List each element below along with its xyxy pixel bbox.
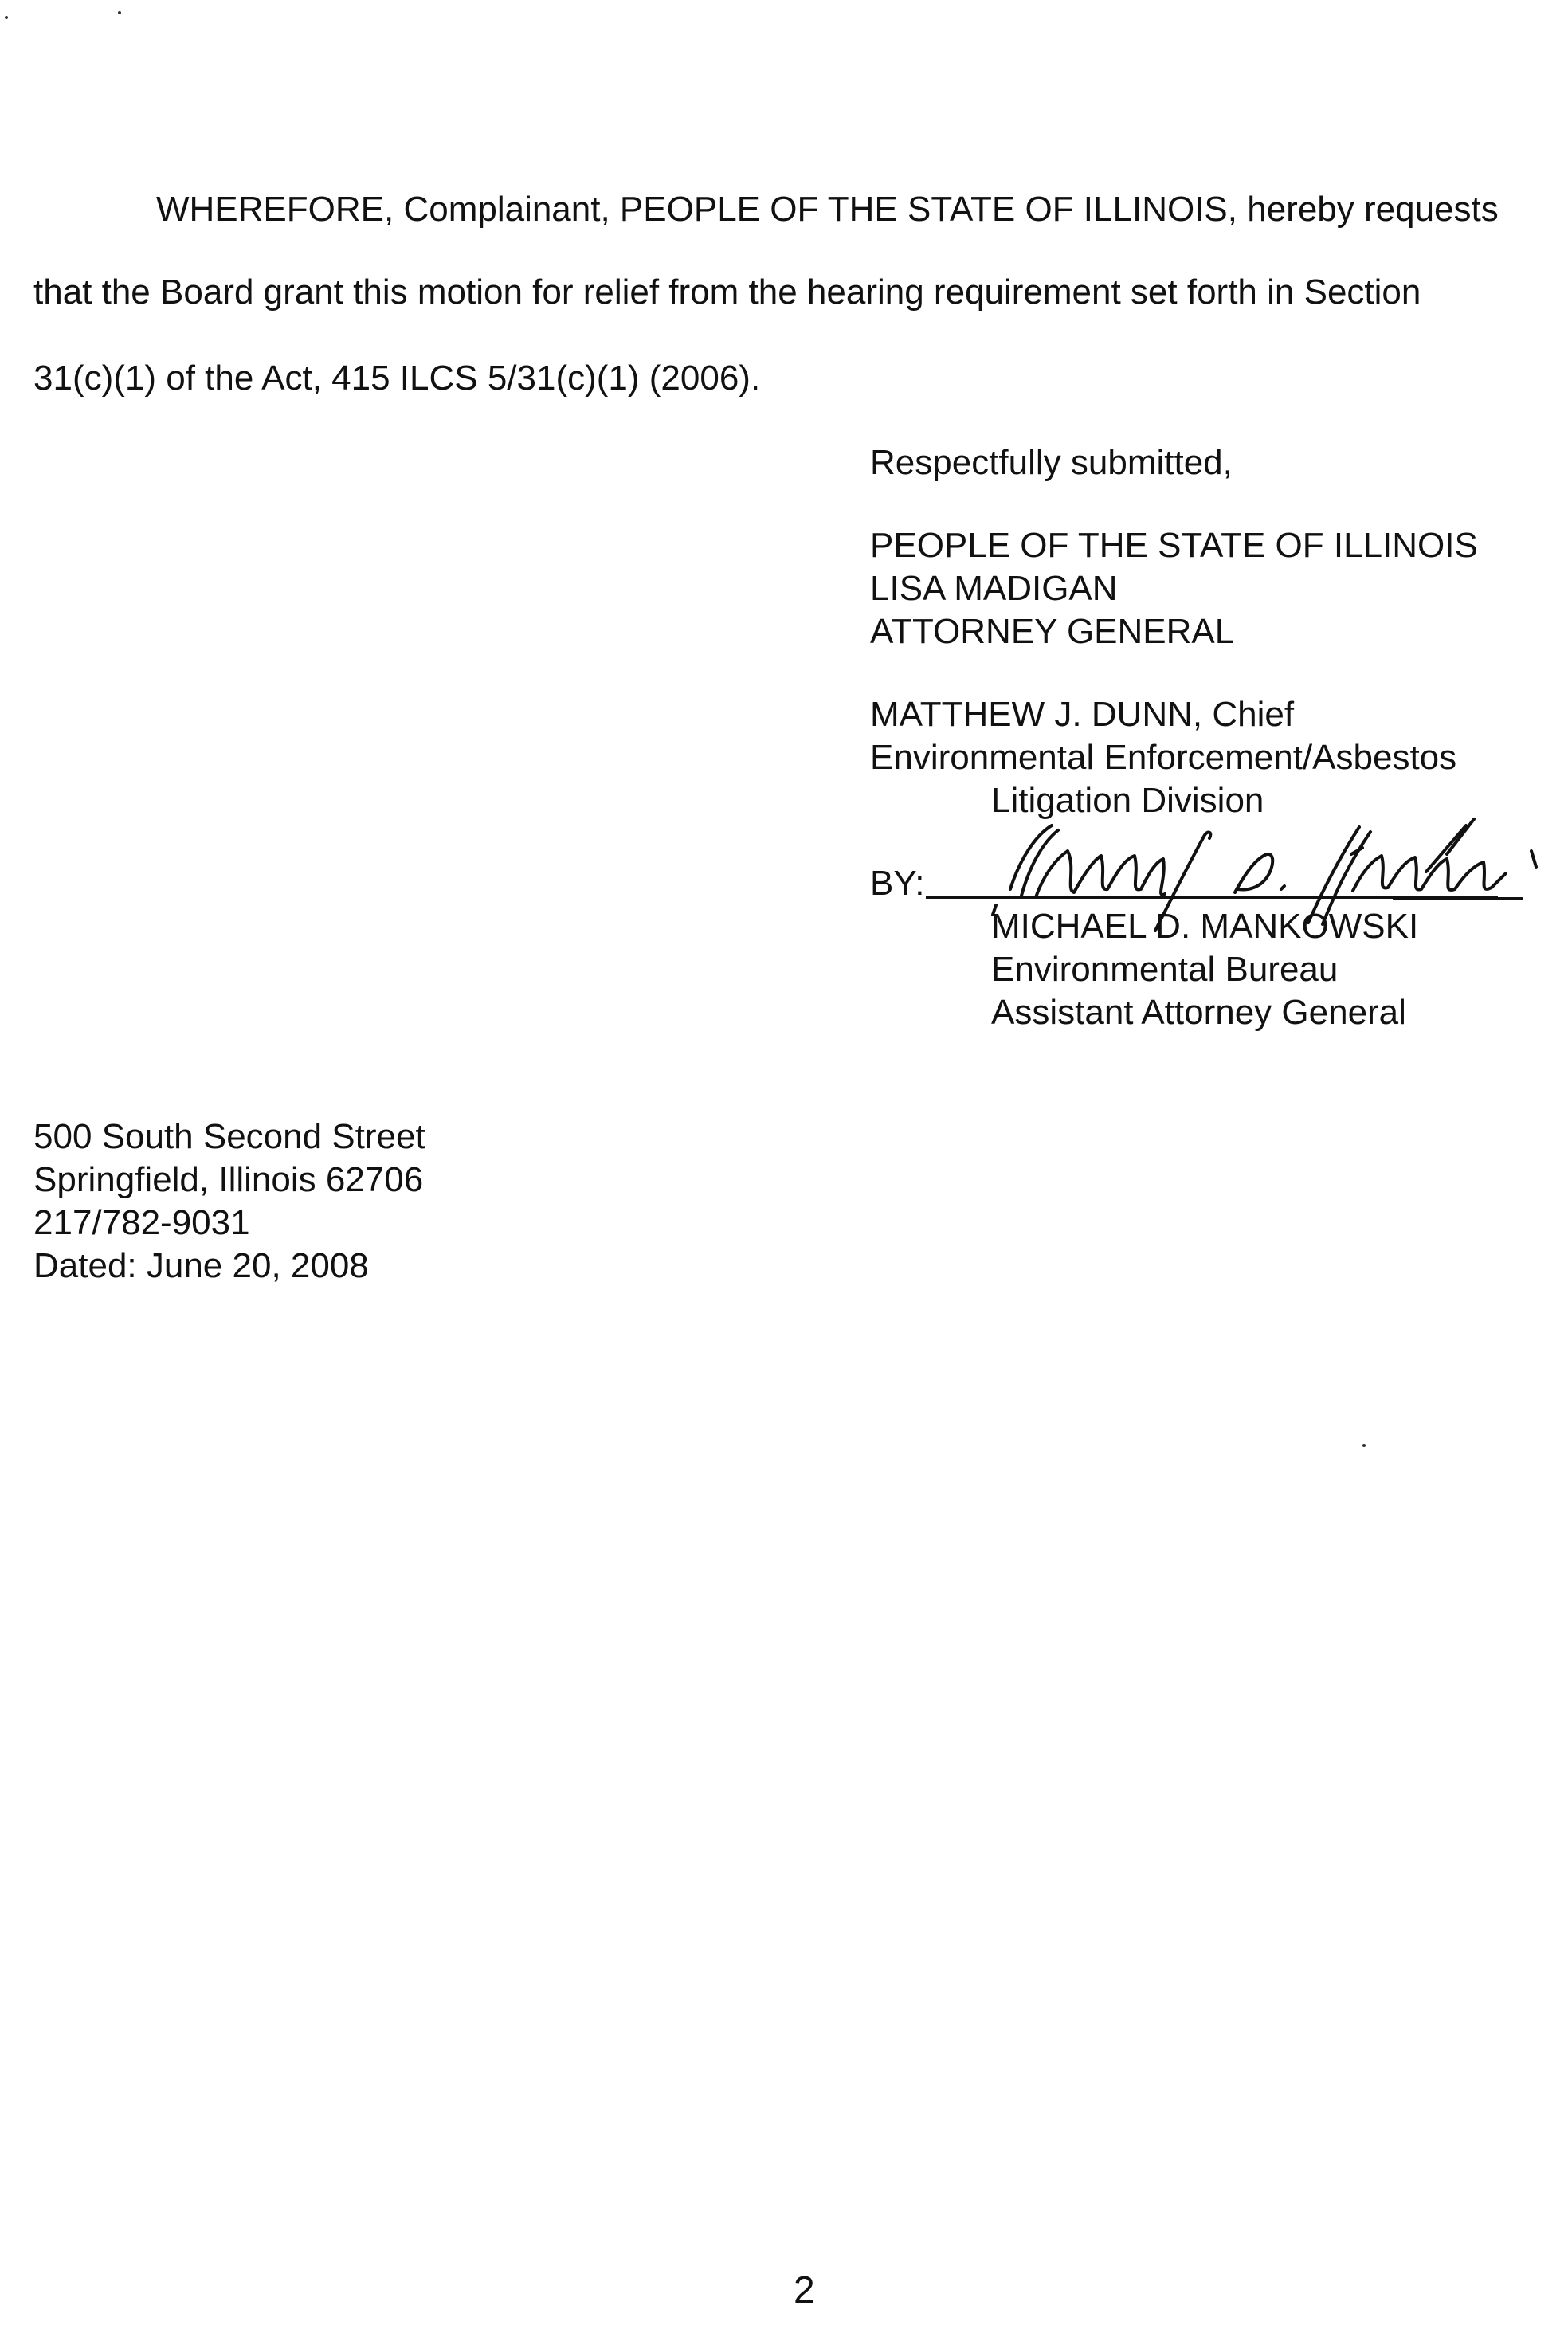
- signer-title: Assistant Attorney General: [991, 993, 1406, 1032]
- dated-line: Dated: June 20, 2008: [33, 1246, 369, 1285]
- division-line: Litigation Division: [991, 781, 1264, 820]
- chief-name: MATTHEW J. DUNN, Chief: [870, 695, 1295, 734]
- address-phone: 217/782-9031: [33, 1203, 250, 1242]
- scan-speck: [1362, 1444, 1366, 1447]
- scan-speck: [5, 16, 8, 19]
- paragraph-line: 31(c)(1) of the Act, 415 ILCS 5/31(c)(1) (2006).: [33, 359, 761, 398]
- address-street: 500 South Second Street: [33, 1117, 425, 1156]
- closing: Respectfully submitted,: [870, 443, 1233, 482]
- party-line: LISA MADIGAN: [870, 569, 1118, 608]
- page-number: 2: [794, 2269, 815, 2311]
- address-city: Springfield, Illinois 62706: [33, 1160, 424, 1199]
- party-line: PEOPLE OF THE STATE OF ILLINOIS: [870, 526, 1478, 565]
- signer-bureau: Environmental Bureau: [991, 950, 1339, 989]
- paragraph-line: WHEREFORE, Complainant, PEOPLE OF THE STATE OF ILLINOIS, hereby requests: [156, 190, 1499, 229]
- paragraph-line: that the Board grant this motion for relief from the hearing requirement set forth in Section: [33, 273, 1421, 312]
- signer-name: MICHAEL D. MANKOWSKI: [991, 907, 1419, 946]
- division-line: Environmental Enforcement/Asbestos: [870, 738, 1457, 777]
- scan-speck: [118, 11, 121, 14]
- party-line: ATTORNEY GENERAL: [870, 612, 1235, 651]
- by-label: BY:: [870, 864, 925, 903]
